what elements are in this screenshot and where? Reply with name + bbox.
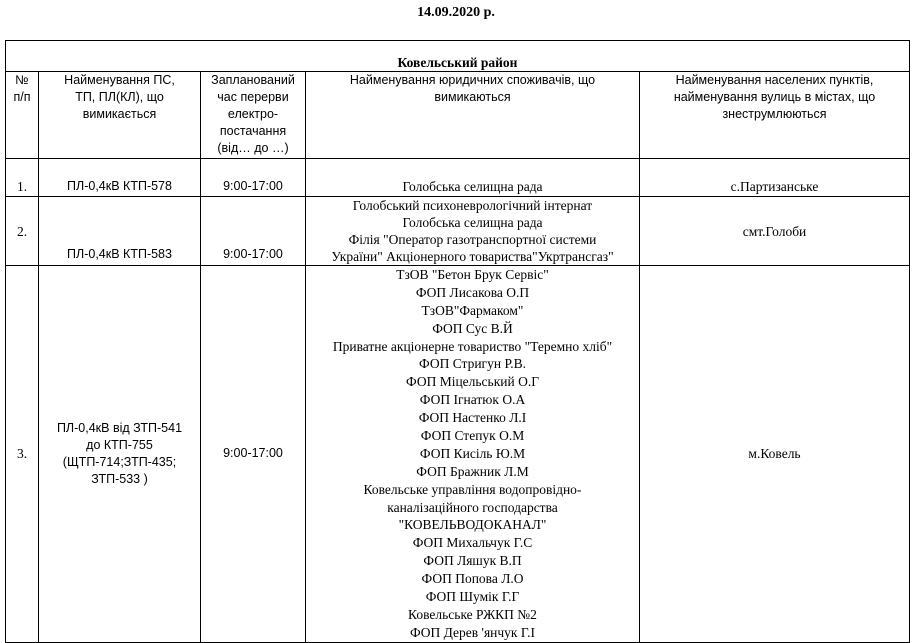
header-time-line: Запланований bbox=[211, 73, 295, 87]
consumer-item: Голобський психоневрологічний інтернат bbox=[352, 198, 593, 213]
consumer-item: ФОП Міцельський О.Г bbox=[405, 374, 540, 390]
row-number: 1. bbox=[6, 159, 39, 197]
row-time: 9:00-17:00 bbox=[201, 159, 306, 197]
consumer-item: Ковельське управління водопровідно- bbox=[363, 481, 582, 497]
header-consumers bbox=[306, 72, 640, 159]
row-object: ПЛ-0,4кВ КТП-583 bbox=[39, 197, 201, 266]
region-title: Ковельський район bbox=[6, 41, 910, 72]
row-number: 3. bbox=[6, 266, 39, 643]
header-object-line: вимикається bbox=[82, 107, 157, 121]
consumer-item: України" Акціонерного товариства"Укртрансгаз" bbox=[331, 249, 614, 264]
consumer-item: ФОП Шумік Г.Г bbox=[425, 589, 520, 605]
object-line: ЗТП-533 ) bbox=[91, 471, 148, 486]
header-time bbox=[201, 72, 306, 159]
consumer-item: ФОП Настенко Л.І bbox=[418, 410, 527, 426]
consumer-item: ФОП Ляшук В.П bbox=[423, 553, 522, 569]
consumer-item: Ковельське РЖКП №2 bbox=[408, 606, 537, 622]
row-object bbox=[39, 266, 201, 643]
header-time-line: (від… до …) bbox=[217, 141, 289, 155]
header-number-line: п/п bbox=[13, 90, 31, 104]
region-row bbox=[6, 41, 910, 72]
consumer-item: "КОВЕЛЬВОДОКАНАЛ" bbox=[398, 517, 547, 533]
row-consumers bbox=[306, 197, 640, 266]
consumer-item: ТзОВ "Бетон Брук Сервіс" bbox=[396, 267, 549, 282]
row-settlement: с.Партизанське bbox=[640, 159, 910, 197]
consumer-item: ФОП Степук О.М bbox=[420, 428, 525, 444]
consumer-item: ФОП Попова Л.О bbox=[421, 571, 524, 587]
object-line: до КТП-755 bbox=[86, 437, 153, 452]
consumer-item: ФОП Кисіль Ю.М bbox=[419, 445, 526, 461]
row-time: 9:00-17:00 bbox=[201, 266, 306, 643]
consumer-item: ФОП Ігнатюк О.А bbox=[419, 392, 526, 408]
document-date: 14.09.2020 р. bbox=[417, 5, 495, 20]
consumer-item: Голобська селищна рада bbox=[402, 215, 543, 230]
consumer-item: ФОП Михальчук Г.С bbox=[412, 535, 533, 551]
header-number bbox=[6, 72, 39, 159]
header-row bbox=[6, 72, 910, 159]
consumer-item: ФОП Сус В.Й bbox=[432, 320, 513, 336]
header-object-line: ТП, ПЛ(КЛ), що bbox=[75, 90, 164, 104]
header-object bbox=[39, 72, 201, 159]
outage-schedule-table bbox=[5, 40, 910, 643]
header-object-line: Найменування ПС, bbox=[64, 73, 175, 87]
table-row bbox=[6, 197, 910, 266]
consumer-item: каналізаційного господарства bbox=[387, 499, 558, 515]
header-settlements-line: Найменування населених пунктів, bbox=[675, 73, 874, 87]
object-line: (ЩТП-714;ЗТП-435; bbox=[62, 454, 177, 469]
header-time-line: час перерви bbox=[217, 90, 289, 104]
row-object: ПЛ-0,4кВ КТП-578 bbox=[39, 159, 201, 197]
table-row bbox=[6, 159, 910, 197]
header-time-line: постачання bbox=[219, 124, 287, 138]
consumer-item: Приватне акціонерне товариство "Теремно хліб" bbox=[332, 338, 613, 354]
object-line: ПЛ-0,4кВ від ЗТП-541 bbox=[56, 420, 183, 435]
header-settlements-line: знеструмлюються bbox=[722, 107, 827, 121]
row-time: 9:00-17:00 bbox=[201, 197, 306, 266]
header-settlements-line: найменування вулиць в містах, що bbox=[673, 90, 876, 104]
row-settlement: смт.Голоби bbox=[640, 197, 910, 266]
consumer-item: ФОП Бражник Л.М bbox=[416, 463, 529, 479]
consumer-item: ФОП Стригун Р.В. bbox=[418, 356, 527, 372]
consumer-item: Філія "Оператор газотранспортної системи bbox=[348, 232, 597, 247]
row-consumers bbox=[306, 266, 640, 643]
consumer-item: ФОП Дерев 'янчук Г.І bbox=[409, 624, 536, 640]
header-consumers-line: вимикаються bbox=[434, 90, 511, 104]
header-time-line: електро- bbox=[227, 107, 279, 121]
row-settlement: м.Ковель bbox=[640, 266, 910, 643]
row-number: 2. bbox=[6, 197, 39, 266]
consumer-item: ФОП Лисакова О.П bbox=[415, 284, 530, 300]
row-consumers: Голобська селищна рада bbox=[306, 159, 640, 197]
header-settlements bbox=[640, 72, 910, 159]
table-row bbox=[6, 266, 910, 643]
header-number-line: № bbox=[15, 73, 29, 87]
consumer-item: ТзОВ"Фармаком" bbox=[421, 302, 524, 318]
header-consumers-line: Найменування юридичних споживачів, що bbox=[349, 73, 596, 87]
